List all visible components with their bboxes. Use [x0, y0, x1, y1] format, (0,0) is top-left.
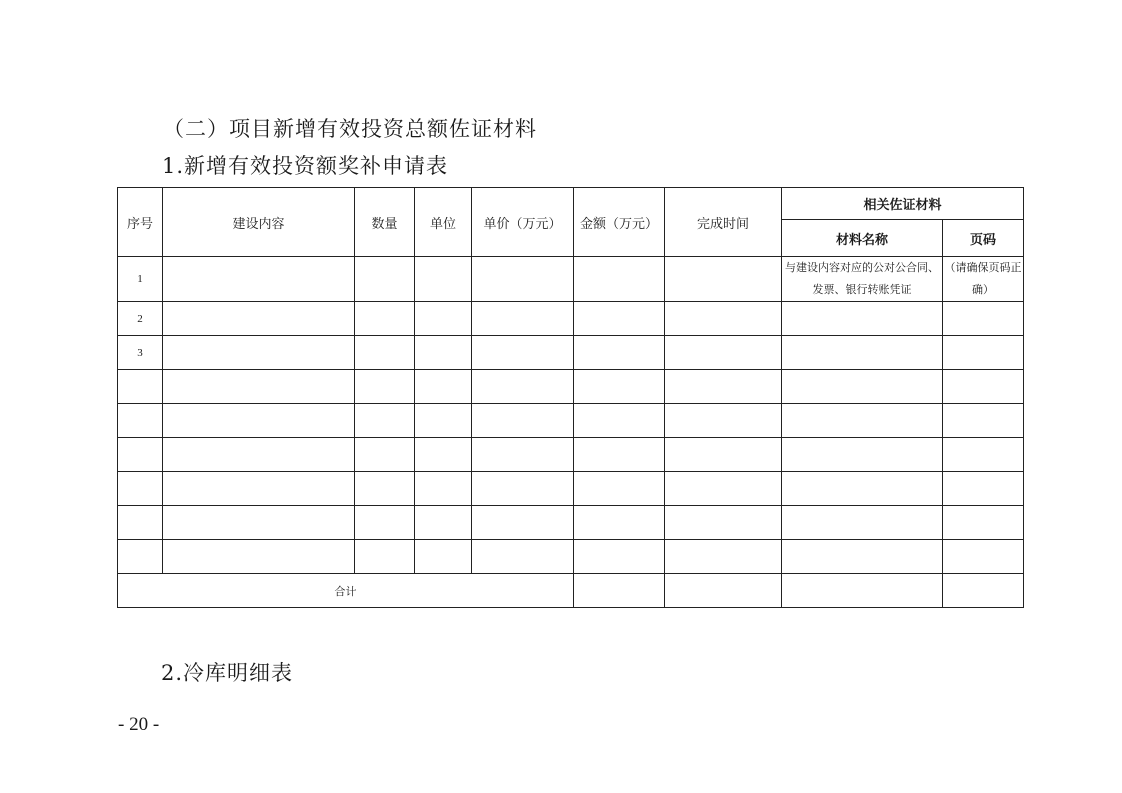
cell-material-name: [782, 370, 943, 404]
header-material-name: 材料名称: [782, 220, 943, 257]
table-row: [118, 370, 1024, 404]
cell-page-no: [943, 472, 1024, 506]
cell-quantity: [355, 336, 415, 370]
total-row: [118, 574, 1024, 608]
header-unit: 单位: [415, 188, 472, 257]
cell-material-name: [782, 472, 943, 506]
cell-completion-time: [665, 540, 782, 574]
cell-unit-price: [472, 336, 574, 370]
cell-completion-time: [665, 506, 782, 540]
cell-completion-time: [665, 302, 782, 336]
cell-page-no: [943, 336, 1024, 370]
investment-subsidy-table: [117, 187, 1024, 608]
header-seq: 序号: [118, 188, 163, 257]
cell-unit: [415, 302, 472, 336]
cell-completion-time: [665, 336, 782, 370]
cell-seq: 1: [118, 257, 163, 302]
cell-content: [163, 472, 355, 506]
cell-unit-price: [472, 257, 574, 302]
cell-page-no: [943, 404, 1024, 438]
header-amount: 金额（万元）: [574, 188, 665, 257]
cell-completion-time: [665, 404, 782, 438]
cell-content: [163, 302, 355, 336]
table-row: [118, 472, 1024, 506]
total-page-no: [943, 574, 1024, 608]
cell-unit: [415, 540, 472, 574]
cell-amount: [574, 336, 665, 370]
cell-page-no: [943, 506, 1024, 540]
cell-unit: [415, 257, 472, 302]
cell-material-name: [782, 336, 943, 370]
cell-unit-price: [472, 472, 574, 506]
cell-content: [163, 540, 355, 574]
cell-seq: [118, 370, 163, 404]
cell-seq: [118, 472, 163, 506]
cell-unit-price: [472, 506, 574, 540]
cell-seq: [118, 438, 163, 472]
table2-title: 2.冷库明细表: [161, 661, 294, 685]
cell-quantity: [355, 438, 415, 472]
header-page-no: 页码: [943, 220, 1024, 257]
total-completion-time: [665, 574, 782, 608]
table-row: [118, 506, 1024, 540]
table-row: [118, 438, 1024, 472]
header-unit-price: 单价（万元）: [472, 188, 574, 257]
cell-page-no: [943, 370, 1024, 404]
cell-unit-price: [472, 370, 574, 404]
cell-material-name: [782, 540, 943, 574]
cell-content: [163, 336, 355, 370]
cell-seq: [118, 506, 163, 540]
cell-page-no: [943, 540, 1024, 574]
cell-content: [163, 370, 355, 404]
cell-unit-price: [472, 438, 574, 472]
total-label: 合计: [118, 574, 574, 608]
cell-material-name: [782, 438, 943, 472]
header-quantity: 数量: [355, 188, 415, 257]
cell-seq: 2: [118, 302, 163, 336]
cell-unit: [415, 506, 472, 540]
cell-quantity: [355, 302, 415, 336]
cell-completion-time: [665, 438, 782, 472]
cell-quantity: [355, 257, 415, 302]
table-row: [118, 540, 1024, 574]
cell-content: [163, 506, 355, 540]
cell-quantity: [355, 370, 415, 404]
cell-amount: [574, 472, 665, 506]
cell-amount: [574, 404, 665, 438]
cell-content: [163, 257, 355, 302]
cell-quantity: [355, 540, 415, 574]
cell-unit: [415, 404, 472, 438]
cell-content: [163, 404, 355, 438]
cell-page-no: [943, 302, 1024, 336]
cell-page-no: [943, 438, 1024, 472]
cell-seq: [118, 540, 163, 574]
cell-unit-price: [472, 404, 574, 438]
cell-material-name: [782, 506, 943, 540]
total-material-name: [782, 574, 943, 608]
cell-amount: [574, 370, 665, 404]
header-evidence-group: 相关佐证材料: [782, 188, 1024, 220]
section-title: （二）项目新增有效投资总额佐证材料: [163, 117, 537, 141]
cell-material-name: [782, 404, 943, 438]
cell-page-no: （请确保页码正确）: [943, 257, 1024, 302]
cell-unit: [415, 438, 472, 472]
table1-title: 1.新增有效投资额奖补申请表: [162, 154, 449, 178]
header-content: 建设内容: [163, 188, 355, 257]
cell-seq: 3: [118, 336, 163, 370]
cell-unit: [415, 472, 472, 506]
cell-amount: [574, 438, 665, 472]
total-amount: [574, 574, 665, 608]
cell-completion-time: [665, 370, 782, 404]
cell-content: [163, 438, 355, 472]
cell-quantity: [355, 472, 415, 506]
cell-completion-time: [665, 257, 782, 302]
cell-unit-price: [472, 540, 574, 574]
table-row: [118, 336, 1024, 370]
cell-unit-price: [472, 302, 574, 336]
cell-completion-time: [665, 472, 782, 506]
cell-amount: [574, 302, 665, 336]
cell-unit: [415, 370, 472, 404]
cell-material-name: 与建设内容对应的公对公合同、发票、银行转账凭证: [782, 257, 943, 302]
table-row: [118, 404, 1024, 438]
header-completion-time: 完成时间: [665, 188, 782, 257]
cell-amount: [574, 506, 665, 540]
page-number: - 20 -: [118, 714, 160, 735]
table-row: [118, 257, 1024, 302]
cell-material-name: [782, 302, 943, 336]
cell-quantity: [355, 506, 415, 540]
table-row: [118, 302, 1024, 336]
cell-amount: [574, 257, 665, 302]
cell-unit: [415, 336, 472, 370]
cell-quantity: [355, 404, 415, 438]
cell-amount: [574, 540, 665, 574]
cell-seq: [118, 404, 163, 438]
